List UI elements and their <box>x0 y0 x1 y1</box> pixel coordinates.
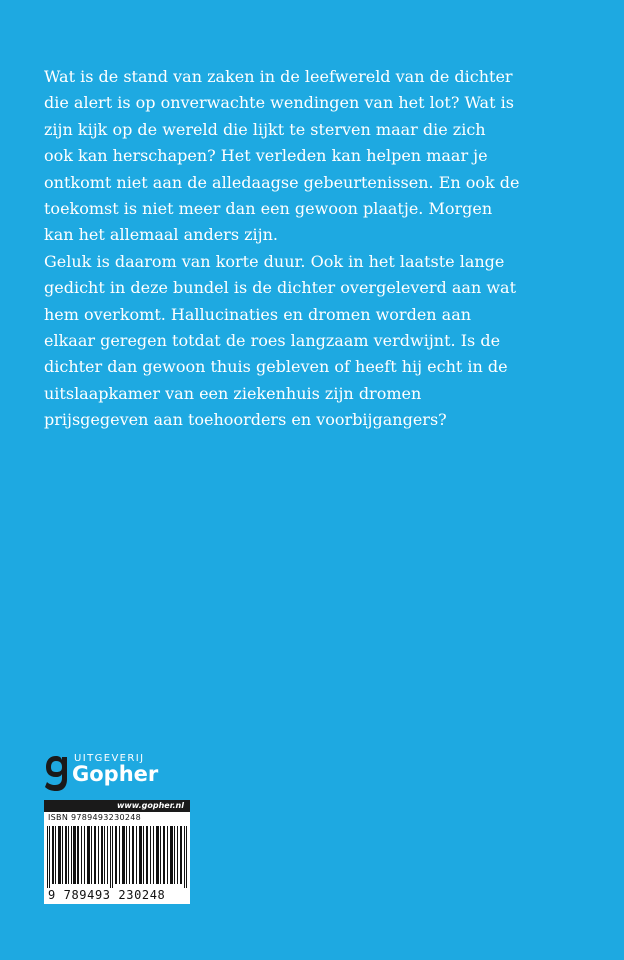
blurb-line: toekomst is niet meer dan een gewoon plaatje. Morgen <box>44 199 493 219</box>
blurb-line: prijsgegeven aan toehoorders en voorbijgangers? <box>44 410 447 430</box>
blurb-line: Geluk is daarom van korte duur. Ook in het laatste lange <box>44 251 505 271</box>
blurb-line: elkaar geregen totdat de roes langzaam verdwijnt. Is de <box>44 331 501 351</box>
blurb-line: uitslaapkamer van een ziekenhuis zijn dromen <box>44 383 422 403</box>
publisher-name: Gopher <box>72 762 159 786</box>
isbn-label: ISBN 9789493230248 <box>48 813 142 822</box>
publisher-label: UITGEVERIJ <box>74 753 145 764</box>
publisher-url: www.gopher.nl <box>116 801 184 810</box>
blurb-line: zijn kijk op de wereld die lijkt te sterven maar die zich <box>44 119 486 139</box>
blurb-line: die alert is op onverwachte wendingen van het lot? Wat is <box>44 93 514 113</box>
blurb-line: hem overkomt. Hallucinaties en dromen worden aan <box>44 304 472 324</box>
blurb-line: ook kan herschapen? Het verleden kan helpen maar je <box>44 146 488 166</box>
blurb-line: dichter dan gewoon thuis gebleven of heeft hij echt in de <box>44 357 508 377</box>
barcode <box>44 800 190 904</box>
blurb-line: ontkomt niet aan de alledaagse gebeurtenissen. En ook de <box>44 172 520 192</box>
gopher-g-logo-icon <box>44 754 68 794</box>
blurb-line: Wat is de stand van zaken in de leefwereld van de dichter <box>44 67 513 86</box>
barcode-digits: 9 789493 230248 <box>48 888 166 902</box>
blurb-line: gedicht in deze bundel is de dichter overgeleverd aan wat <box>44 278 516 298</box>
blurb-text <box>44 64 604 434</box>
publisher-logo <box>44 752 194 798</box>
blurb-line: kan het allemaal anders zijn. <box>44 225 279 245</box>
